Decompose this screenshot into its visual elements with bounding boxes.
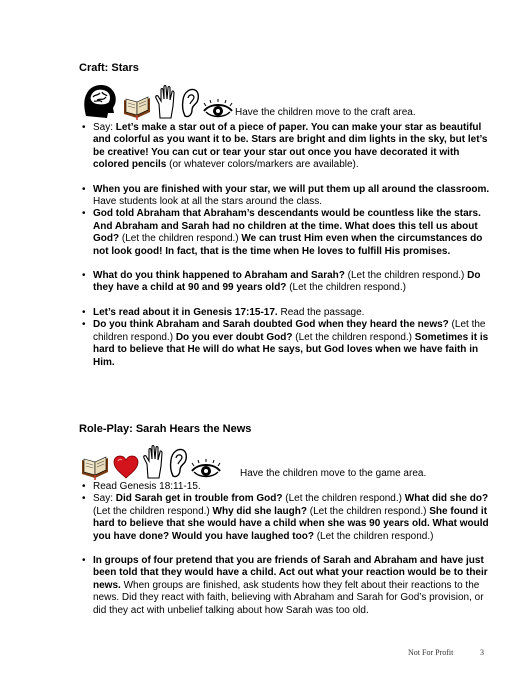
- plain-text: Say:: [93, 122, 116, 133]
- open-bible-icon: [122, 88, 152, 120]
- footer-label: Not For Profit: [408, 648, 454, 657]
- item-list-role-play: [80, 481, 490, 617]
- bold-text: Sometimes it is hard to believe that He will do what He says, but God loves when we have faith in Him.: [93, 331, 489, 368]
- plain-text: Say:: [93, 493, 116, 505]
- list-item: [80, 493, 490, 543]
- list-item: [80, 270, 490, 295]
- section-heading-role-play: Role-Play: Sarah Hears the News: [79, 423, 252, 435]
- bold-text: We can trust Him even when the circumstances do not look good! In fact, that is the time when He loves to fulfill His promises.: [93, 233, 483, 257]
- bold-text: She found it hard to believe that she would have a child when she was 90 years old. What would you have done? Would you have laughed too?: [93, 505, 489, 542]
- plain-text: (Let the children respond.): [344, 270, 468, 282]
- eye-icon: [190, 458, 222, 480]
- plain-text: (Let the children respond.): [306, 505, 430, 517]
- head-brain-icon: [80, 80, 120, 120]
- plain-text: (Let the children respond.): [282, 493, 405, 505]
- plain-text: (Let the children respond.): [93, 505, 213, 517]
- plain-text: (Let the children respond.): [119, 233, 242, 245]
- hand-icon: [142, 444, 166, 480]
- plain-text: Read the passage.: [277, 306, 365, 318]
- bold-text: Let’s make a star out of a piece of paper. You can make your star as beautiful and colorful as you want it to be. Stars are bright and dim lights in the sky, but let’s be creative! You can cut or tear your star out once you have decorated it with colored pencils: [93, 122, 488, 171]
- ear-icon: [180, 86, 200, 120]
- bold-text: Did Sarah get in trouble from God?: [115, 493, 283, 505]
- plain-text: Have students look at all the stars around the class.: [93, 196, 323, 208]
- eye-icon: [202, 98, 234, 120]
- instruction-role-play: Have the children move to the game area.: [240, 468, 427, 479]
- bold-text: When you are finished with your star, we will put them up all around the classroom.: [93, 183, 490, 195]
- bold-text: Do they have a child at 90 and 99 years old?: [93, 270, 481, 294]
- list-item: [80, 184, 490, 209]
- list-item: [80, 122, 490, 172]
- bold-text: What did she do?: [404, 493, 489, 505]
- item-list-craft: [80, 122, 490, 369]
- section-heading-craft: Craft: Stars: [79, 62, 139, 74]
- bold-text: Why did she laugh?: [212, 505, 307, 517]
- bold-text: Let’s read about it in Genesis 17:15-17.: [93, 306, 278, 318]
- bold-text: What do you think happened to Abraham and Sarah?: [93, 270, 345, 282]
- plain-text: Read Genesis 18:11-15.: [93, 481, 201, 492]
- hand-icon: [154, 84, 178, 120]
- instruction-craft: Have the children move to the craft area.: [235, 107, 416, 118]
- list-item: [80, 307, 490, 319]
- list-item: [80, 208, 490, 258]
- plain-text: (Let the children respond.): [313, 530, 434, 542]
- plain-text: (or whatever colors/markers are available).: [166, 159, 359, 171]
- plain-text: (Let the children respond.): [93, 319, 486, 343]
- bold-text: God told Abraham that Abraham’s descendants would be countless like the stars. And Abraham and Sarah had no children at the time. What does this tell us about God?: [93, 208, 481, 245]
- bold-text: In groups of four pretend that you are friends of Sarah and Abraham and have just been told that they would have a child. Act out what your reaction would be to their news.: [93, 555, 488, 591]
- bold-text: Do you ever doubt God?: [175, 331, 293, 343]
- activity-icons-role-play: [80, 440, 224, 480]
- list-item: [80, 481, 490, 493]
- list-item: [80, 555, 490, 617]
- bold-text: Do you think Abraham and Sarah doubted God when they heard the news?: [93, 319, 449, 331]
- open-bible-icon: [80, 448, 110, 480]
- activity-icons-craft: [80, 80, 236, 120]
- heart-icon: [112, 454, 140, 480]
- list-item: [80, 319, 490, 369]
- plain-text: When groups are finished, ask students how they felt about their reactions to the news. Did they react with faith, believing with Abraham and Sarah for God’s provision, or did they act with unbelief talking about how Sarah was too old.: [93, 579, 484, 616]
- plain-text: (Let the children respond.): [286, 282, 406, 294]
- ear-icon: [168, 446, 188, 480]
- page-number: 3: [480, 648, 484, 657]
- plain-text: (Let the children respond.): [292, 331, 415, 343]
